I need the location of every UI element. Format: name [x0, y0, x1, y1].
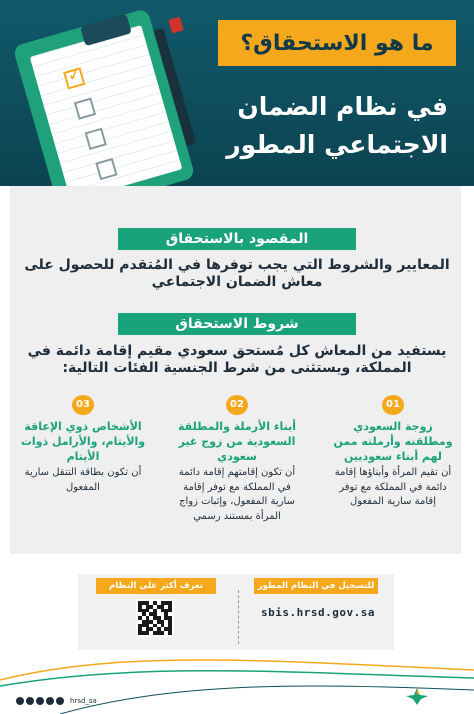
learn-more-tag: تعرف أكثر على النظام — [96, 578, 216, 594]
category-title: زوجة السعودي ومطلقته وأرملته ممن لهم أبناء سعوديين — [333, 420, 453, 463]
conditions-text: يستفيد من المعاش كل مُستحق سعودي مقيم إقامة دائمة في المملكة، ويستثنى من شرط الجنسية الفئات التالية: — [27, 343, 447, 376]
instagram-icon[interactable] — [26, 697, 34, 705]
subtitle-line-1: في نظام الضمان — [237, 92, 448, 121]
meaning-text: المعايير والشروط التي يجب توفرها في المُتقدم للحصول على معاش الضمان الاجتماعي — [24, 257, 450, 290]
category-number: 03 — [72, 395, 94, 415]
youtube-icon[interactable] — [36, 697, 44, 705]
snapchat-icon[interactable] — [56, 697, 64, 705]
category-title: أبناء الأرملة والمطلقة السعودية من زوج غير سعودي — [178, 420, 296, 463]
title-badge — [218, 20, 456, 66]
checked-box-icon — [63, 62, 85, 89]
register-tag: للتسجيل في النظام المطور — [254, 578, 378, 594]
ministry-logo-icon — [404, 686, 430, 706]
page-title: ما هو الاستحقاق؟ — [240, 30, 434, 56]
empty-box-icon — [74, 97, 96, 119]
empty-box-icon — [85, 128, 107, 150]
category-card-2 — [174, 392, 300, 524]
category-card-1 — [330, 392, 456, 510]
category-number: 02 — [226, 395, 248, 415]
checkmark-icon: ✓ — [64, 62, 85, 87]
facebook-icon[interactable] — [46, 697, 54, 705]
footer-divider — [238, 590, 239, 644]
twitter-icon[interactable] — [16, 697, 24, 705]
category-body: أن تكون إقامتهم إقامة دائمة في المملكة مع توفر إقامة سارية المفعول، وإثبات زواج المرأة بمستند رسمي — [178, 467, 296, 522]
social-handle: hrsd_sa — [70, 697, 97, 705]
category-title: الأشخاص ذوي الإعاقة والأيتام، والأرامل ذوات الأيتام — [20, 420, 146, 463]
category-card-3 — [20, 392, 146, 495]
category-body: أن تقيم المرأة وأبناؤها إقامة دائمة في المملكة مع توفر إقامة سارية المفعول — [334, 467, 452, 507]
category-number: 01 — [382, 395, 404, 415]
clipboard-illustration — [20, 8, 170, 208]
section-heading-meaning: المقصود بالاستحقاق — [118, 228, 356, 250]
section-heading-conditions: شروط الاستحقاق — [118, 313, 356, 335]
category-body: أن تكون بطاقة التنقل سارية المفعول — [24, 467, 142, 493]
website-link[interactable]: sbis.hrsd.gov.sa — [261, 606, 375, 619]
page-subtitle — [188, 88, 448, 164]
qr-code-icon[interactable] — [136, 599, 174, 637]
social-links — [16, 697, 97, 705]
wave-green — [0, 671, 474, 686]
empty-box-icon — [95, 158, 117, 180]
subtitle-line-2: الاجتماعي المطور — [226, 130, 448, 159]
